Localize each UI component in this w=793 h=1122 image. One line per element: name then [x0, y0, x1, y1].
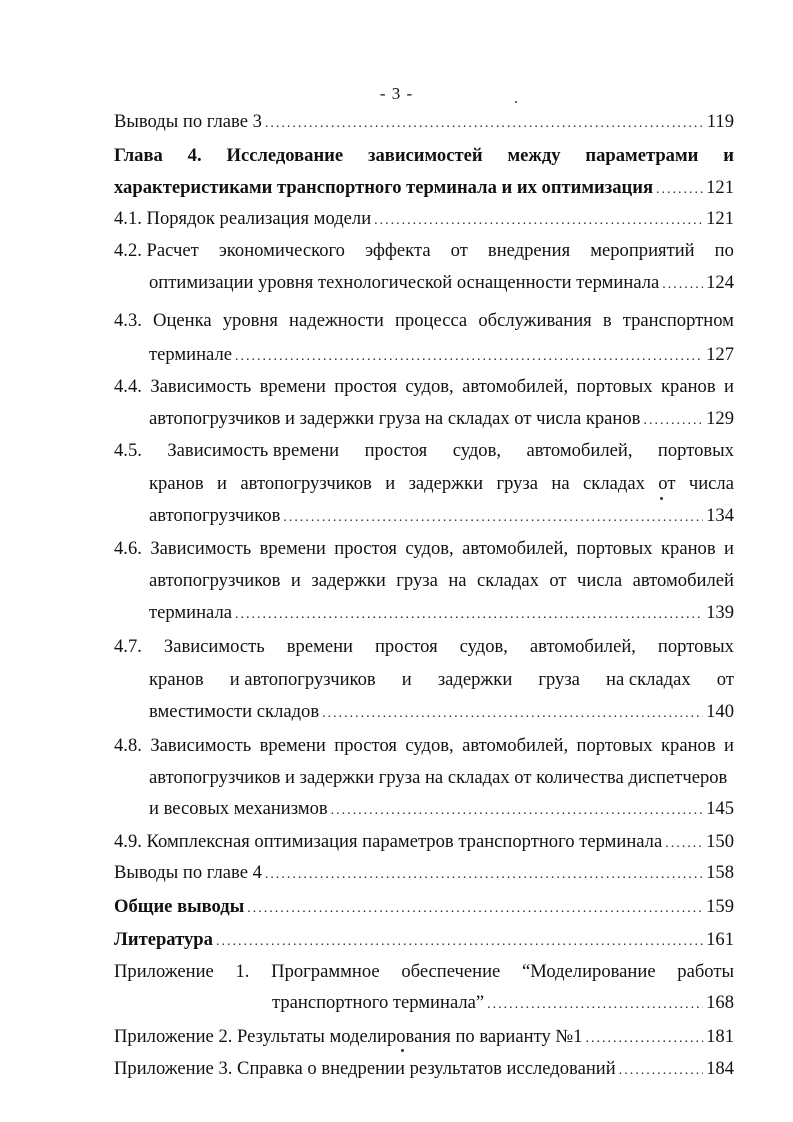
toc-word: 1.	[235, 961, 250, 982]
toc-word: 4.5.	[114, 440, 142, 461]
toc-entry-4-7-line2[interactable]	[149, 669, 734, 691]
toc-entry-title: Литература	[114, 929, 213, 950]
toc-word: от	[658, 473, 676, 494]
toc-word: от	[450, 240, 468, 261]
toc-word: на складах	[606, 669, 691, 690]
toc-word: 4.7.	[114, 636, 142, 657]
toc-word: и	[385, 473, 396, 494]
toc-word: автомобилей,	[462, 376, 569, 397]
toc-word: простоя	[334, 735, 397, 756]
toc-entry-title: оптимизации уровня технологической оснащенности терминала	[149, 272, 660, 293]
dot-leader	[265, 113, 704, 135]
toc-word: простоя	[374, 636, 438, 657]
toc-entry-4-9[interactable]	[114, 831, 734, 855]
toc-entry-page: 150	[706, 831, 734, 852]
toc-word: автомобилей	[632, 570, 734, 591]
toc-word: работы	[677, 961, 734, 982]
scan-speck	[515, 101, 517, 103]
toc-word: надежности	[289, 310, 384, 331]
toc-entry-4-4-line2[interactable]	[149, 408, 734, 432]
toc-entry-title: автопогрузчиков	[149, 505, 281, 526]
toc-entry-4-6-line3[interactable]	[149, 602, 734, 626]
toc-entry-4-5-line2[interactable]	[149, 473, 734, 495]
toc-entry-4-8-line3[interactable]	[149, 798, 734, 822]
toc-word: Зависимость	[150, 376, 252, 397]
toc-word: обслуживания	[478, 310, 592, 331]
toc-word: мероприятий	[590, 240, 695, 261]
toc-entry-4-8-line2[interactable]: автопогрузчиков и задержки груза на складах от количества диспетчеров	[149, 767, 728, 788]
toc-word: складах	[583, 473, 645, 494]
toc-word: кранов	[661, 735, 716, 756]
toc-word: процесса	[394, 310, 468, 331]
toc-entry-page: 127	[706, 344, 734, 365]
toc-entry-page: 129	[706, 408, 734, 429]
toc-word: экономического	[218, 240, 345, 261]
toc-entry-4-2-line2[interactable]	[149, 272, 734, 296]
toc-word: и автопогрузчиков	[229, 669, 376, 690]
toc-entry-page: 161	[706, 929, 734, 950]
toc-entry-page: 145	[706, 798, 734, 819]
toc-word: и	[724, 735, 734, 756]
toc-entry-chapter4-line1[interactable]	[114, 145, 734, 167]
toc-word: судов,	[405, 538, 454, 559]
toc-entry-title: и весовых механизмов	[149, 798, 328, 819]
toc-entry-title: автопогрузчиков и задержки груза на складах от числа кранов	[149, 408, 641, 429]
dot-leader	[585, 1028, 703, 1050]
toc-entry-4-4-line1[interactable]	[114, 376, 734, 398]
toc-word: зависимостей	[368, 145, 483, 166]
toc-word: времени	[286, 636, 353, 657]
toc-entry-4-5-line1[interactable]	[114, 440, 734, 462]
toc-word: и	[217, 473, 227, 494]
toc-word: судов,	[459, 636, 508, 657]
toc-entry-page: 140	[706, 701, 734, 722]
toc-entry-title: Выводы по главе 4	[114, 862, 262, 883]
toc-entry-4-8-line1[interactable]	[114, 735, 734, 757]
toc-word: простоя	[334, 376, 397, 397]
toc-entry-chapter4-line2[interactable]	[114, 177, 734, 201]
toc-word: груза	[538, 669, 580, 690]
toc-entry-title: характеристиками транспортного терминала и их оптимизация	[114, 177, 654, 198]
toc-word: 4.3.	[114, 310, 142, 331]
toc-word: времени	[259, 376, 326, 397]
dot-leader	[235, 346, 703, 368]
toc-entry-conclusions-ch4[interactable]	[114, 862, 734, 886]
toc-word: времени	[259, 538, 326, 559]
toc-word: 4.	[187, 145, 202, 166]
dot-leader	[656, 179, 703, 201]
toc-word: кранов	[661, 376, 716, 397]
toc-entry-title: Общие выводы	[114, 896, 245, 917]
toc-entry-page: 168	[706, 992, 734, 1013]
toc-word: автомобилей,	[529, 636, 636, 657]
toc-word: Зависимость	[163, 636, 265, 657]
toc-word: задержки	[408, 473, 484, 494]
toc-word: Программное	[271, 961, 380, 982]
toc-entry-page: 134	[706, 505, 734, 526]
toc-word: груза	[496, 473, 539, 494]
toc-word: Оценка	[153, 310, 212, 331]
toc-word: и	[290, 570, 301, 591]
toc-entry-general-conclusions[interactable]	[114, 896, 734, 920]
toc-word: Исследование	[226, 145, 344, 166]
toc-entry-page: 181	[706, 1026, 734, 1047]
toc-entry-title: Выводы по главе 3	[114, 111, 262, 132]
toc-entry-4-2-line1[interactable]	[114, 240, 734, 262]
toc-word: обеспечение	[401, 961, 501, 982]
dot-leader	[374, 210, 703, 232]
toc-word: Приложение	[114, 961, 214, 982]
toc-word: кранов	[149, 669, 204, 690]
dot-leader	[487, 994, 703, 1016]
toc-word: портовых	[576, 735, 653, 756]
toc-word: и	[401, 669, 412, 690]
toc-entry-4-7-line3[interactable]	[149, 701, 734, 725]
toc-word: между	[507, 145, 561, 166]
toc-entry-title: 4.1. Порядок реализация модели	[114, 208, 372, 229]
dot-leader	[643, 410, 703, 432]
toc-entry-title: транспортного терминала”	[272, 992, 485, 1013]
scan-speck	[401, 1049, 404, 1052]
toc-word: “Моделирование	[522, 961, 656, 982]
toc-word: числа	[688, 473, 734, 494]
toc-word: 4.2. Расчет	[114, 240, 199, 261]
toc-word: простоя	[364, 440, 428, 461]
toc-entry-appendix2[interactable]	[114, 1026, 734, 1050]
toc-word: параметрами	[585, 145, 699, 166]
toc-word: по	[714, 240, 734, 261]
toc-word: эффекта	[365, 240, 431, 261]
dot-leader	[662, 274, 703, 296]
toc-entry-page: 119	[706, 111, 734, 132]
toc-word: 4.8.	[114, 735, 142, 756]
page-number: - 3 -	[379, 84, 414, 103]
toc-entry-page: 121	[706, 177, 734, 198]
toc-word: и	[724, 538, 734, 559]
toc-entry-title: терминала	[149, 602, 233, 623]
dot-leader	[322, 703, 703, 725]
toc-entry-page: 184	[706, 1058, 734, 1079]
toc-word: автопогрузчиков	[149, 570, 281, 591]
toc-word: 4.4.	[114, 376, 142, 397]
toc-word: и	[724, 376, 734, 397]
toc-word: автомобилей,	[462, 735, 569, 756]
toc-entry-title: 4.9. Комплексная оптимизация параметров транспортного терминала	[114, 831, 663, 852]
toc-entry-page: 159	[706, 896, 734, 917]
toc-entry-title: терминале	[149, 344, 233, 365]
toc-word: транспортном	[622, 310, 734, 331]
dot-leader	[265, 864, 703, 886]
toc-entry-4-7-line1[interactable]	[114, 636, 734, 658]
toc-word: числа	[577, 570, 623, 591]
toc-entry-title: Приложение 3. Справка о внедрении результатов исследований	[114, 1058, 616, 1079]
toc-word: от	[716, 669, 734, 690]
toc-entry-appendix1-line2[interactable]	[272, 992, 734, 1016]
dot-leader	[665, 833, 703, 855]
toc-word: судов,	[405, 735, 454, 756]
toc-word: Глава	[114, 145, 163, 166]
dot-leader	[216, 931, 703, 953]
toc-word: автомобилей,	[526, 440, 633, 461]
toc-word: Зависимость времени	[167, 440, 340, 461]
toc-word: уровня	[222, 310, 278, 331]
toc-word: складах	[477, 570, 539, 591]
toc-word: судов,	[405, 376, 454, 397]
toc-word: внедрения	[487, 240, 571, 261]
toc-word: и	[723, 145, 734, 166]
toc-word: портовых	[657, 636, 734, 657]
toc-word: кранов	[149, 473, 204, 494]
toc-word: от	[549, 570, 567, 591]
dot-leader	[247, 898, 703, 920]
toc-entry-page: 121	[706, 208, 734, 229]
toc-word: автомобилей,	[462, 538, 569, 559]
toc-entry-4-3-line1[interactable]	[114, 310, 734, 332]
toc-word: портовых	[576, 376, 653, 397]
toc-word: на	[448, 570, 467, 591]
dot-leader	[283, 507, 703, 529]
toc-entry-page: 124	[706, 272, 734, 293]
toc-word: задержки	[437, 669, 513, 690]
toc-entry-appendix3[interactable]	[114, 1058, 734, 1082]
toc-entry-page: 139	[706, 602, 734, 623]
toc-word: задержки	[311, 570, 386, 591]
toc-word: судов,	[452, 440, 502, 461]
dot-leader	[235, 604, 703, 626]
toc-word: в	[602, 310, 612, 331]
toc-entry-appendix1-line1[interactable]	[114, 961, 734, 983]
dot-leader	[619, 1060, 703, 1082]
toc-entry-title: вместимости складов	[149, 701, 320, 722]
toc-word: на	[551, 473, 570, 494]
toc-word: кранов	[661, 538, 716, 559]
toc-entry-4-6-line1[interactable]	[114, 538, 734, 560]
toc-entry-page: 158	[706, 862, 734, 883]
toc-word: Зависимость	[150, 735, 252, 756]
toc-entry-4-3-line2[interactable]	[149, 344, 734, 368]
toc-word: груза	[396, 570, 438, 591]
toc-word: Зависимость	[150, 538, 252, 559]
toc-word: простоя	[334, 538, 397, 559]
toc-entry-4-1[interactable]	[114, 208, 734, 232]
toc-word: автопогрузчиков	[240, 473, 372, 494]
toc-entry-literature[interactable]	[114, 929, 734, 953]
toc-word: 4.6.	[114, 538, 142, 559]
toc-entry-4-5-line3[interactable]	[149, 505, 734, 529]
scan-speck	[660, 497, 663, 500]
toc-entry-4-6-line2[interactable]	[149, 570, 734, 592]
toc-word: времени	[259, 735, 326, 756]
toc-entry-title: Приложение 2. Результаты моделирования по варианту №1	[114, 1026, 583, 1047]
dot-leader	[331, 800, 703, 822]
toc-word: портовых	[657, 440, 734, 461]
toc-entry-conclusions-ch3[interactable]	[114, 111, 734, 135]
toc-word: портовых	[576, 538, 653, 559]
